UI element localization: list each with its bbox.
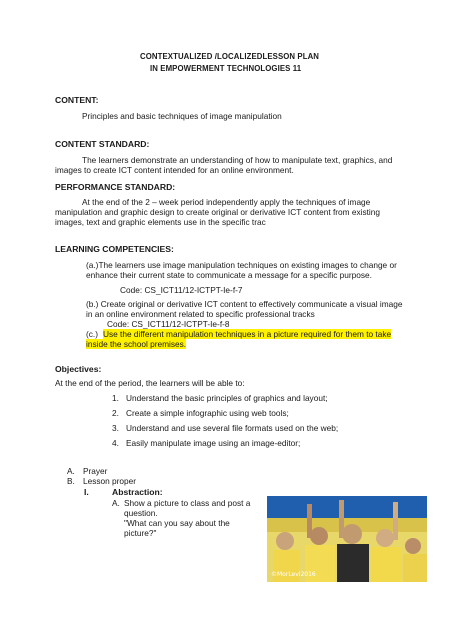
- objective-text: Understand the basic principles of graphics and layout;: [126, 393, 328, 403]
- content-text: Principles and basic techniques of image manipulation: [82, 111, 282, 121]
- abstraction-heading: Abstraction:: [112, 487, 163, 497]
- content-standard-heading: CONTENT STANDARD:: [55, 139, 150, 149]
- performance-standard-line-1: At the end of the 2 – week period independently apply the techniques of image: [82, 197, 371, 207]
- objective-number: 4.: [112, 438, 119, 448]
- competency-b-line-2: in an online environment related to specific professional tracks: [86, 309, 315, 319]
- procedure-a-text: Prayer: [83, 466, 108, 476]
- objective-text: Create a simple infographic using web tools;: [126, 408, 289, 418]
- performance-standard-line-3: images, text and graphic elements use in the specific trac: [55, 217, 266, 227]
- abstraction-sub-label: A.: [112, 498, 120, 508]
- competency-c-label: (c.): [86, 329, 98, 339]
- objectives-intro: At the end of the period, the learners will be able to:: [55, 378, 245, 388]
- objectives-heading: Objectives:: [55, 364, 102, 374]
- competency-b-code: Code: CS_ICT11/12-ICTPT-Ie-f-8: [107, 319, 230, 329]
- content-standard-line-1: The learners demonstrate an understanding of how to manipulate text, graphics, and: [82, 155, 393, 165]
- procedure-b-label: B.: [67, 476, 75, 486]
- campaign-rally-photo: [267, 496, 427, 582]
- abstraction-line-3: "What can you say about the: [124, 518, 230, 528]
- competency-a-code: Code: CS_ICT11/12-ICTPT-Ie-f-7: [120, 285, 243, 295]
- procedure-b-text: Lesson proper: [83, 476, 137, 486]
- abstraction-line-2: question.: [124, 508, 158, 518]
- performance-standard-line-2: manipulation and graphic design to create original or derivative ICT content from existing: [55, 207, 380, 217]
- title-line-1: CONTEXTUALIZED /LOCALIZEDLESSON PLAN: [140, 52, 320, 61]
- abstraction-label: I.: [84, 487, 89, 497]
- competency-a-line-2: enhance their current state to communicate a message for a specific purpose.: [86, 270, 372, 280]
- content-heading: CONTENT:: [55, 95, 99, 105]
- competency-c-line-2: inside the school premises.: [86, 339, 187, 349]
- competency-b-line-1: (b.) Create original or derivative ICT content to effectively communicate a visual image: [86, 299, 403, 309]
- title-line-2: IN EMPOWERMENT TECHNOLOGIES 11: [150, 64, 302, 73]
- photo-credit: ©MorLevi2016: [271, 571, 316, 578]
- competency-a-line-1: (a.)The learners use image manipulation techniques on existing images to change or: [86, 260, 397, 270]
- competency-c-line-1: Use the different manipulation techniques in a picture required for them to take: [103, 329, 392, 339]
- objective-text: Easily manipulate image using an image-editor;: [126, 438, 301, 448]
- objective-number: 2.: [112, 408, 119, 418]
- objective-number: 1.: [112, 393, 119, 403]
- content-standard-line-2: images to create ICT content intended for an online environment.: [55, 165, 294, 175]
- performance-standard-heading: PERFORMANCE STANDARD:: [55, 182, 176, 192]
- objective-text: Understand and use several file formats used on the web;: [126, 423, 339, 433]
- abstraction-line-1: Show a picture to class and post a: [124, 498, 251, 508]
- learning-competencies-heading: LEARNING COMPETENCIES:: [55, 244, 174, 254]
- procedure-a-label: A.: [67, 466, 75, 476]
- objective-number: 3.: [112, 423, 119, 433]
- abstraction-line-4: picture?": [124, 528, 157, 538]
